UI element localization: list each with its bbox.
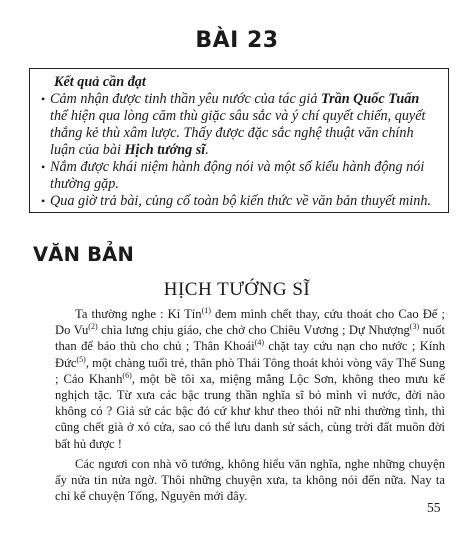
- footnote-marker: (6): [122, 370, 132, 380]
- outcome-text: thể hiện qua lòng căm thù giặc sâu sắc và ý chí quyết chiến, quyết thắng kẻ thù xâm lược. Thấy được đặc sắc nghệ thuật văn chính luận của bài: [50, 108, 426, 158]
- footnote-marker: (1): [201, 306, 211, 315]
- outcome-text: Qua giờ trả bài, củng cố toàn bộ kiến thức về văn bản thuyết minh.: [50, 193, 431, 209]
- work-title: Hịch tướng sĩ: [124, 142, 206, 158]
- text-run: chìa lưng chịu giáo, che chở cho Chiêu Vương ; Dự Nhượng: [97, 323, 410, 338]
- text-run: đem mình chết thay, cứu thoát cho Cao Đế ; Do Vu: [55, 307, 445, 338]
- text-run: nuốt than để báo thù cho chủ ; Thân Khoái: [55, 323, 445, 354]
- outcome-item: [40, 91, 438, 159]
- footnote-marker: (5): [76, 354, 86, 364]
- learning-outcomes-box: [29, 68, 449, 213]
- text-run: Ta thường nghe : Kỉ Tín: [75, 307, 202, 321]
- footnote-marker: (3): [409, 322, 420, 332]
- text-run: chặt tay cứu nạn cho nước ; Kính Đức: [55, 339, 445, 370]
- footnote-marker: (4): [254, 338, 264, 348]
- outcome-text: .: [205, 142, 209, 158]
- bullet-icon: •: [41, 92, 46, 106]
- outcome-text: Cảm nhận được tinh thần yêu nước của tác giả: [50, 91, 321, 107]
- outcome-item: [40, 193, 438, 210]
- footnote-marker: (2): [88, 322, 98, 332]
- text-title: HỊCH TƯỚNG SĨ: [163, 279, 311, 300]
- bullet-icon: •: [41, 194, 46, 208]
- bullet-icon: •: [41, 160, 46, 174]
- outcomes-heading: Kết quả cần đạt: [54, 74, 146, 90]
- text-run: , một bề tôi xa, miệng mắng Lộc Sơn, không theo mưu kế nghịch tặc. Từ xưa các bậc trung thần nghĩa sĩ bỏ mình vì nước, đời nào không có ? Giả sử các bậc đó cứ khư khư theo thói nữ nhi thường tình, thì cũng chết già ở xó cửa, sao có thể lưu danh sử sách, cùng trời đất muôn đời bất hủ được !: [55, 371, 445, 451]
- outcome-text: Nắm được khái niệm hành động nói và một số kiểu hành động nói thường gặp.: [50, 159, 425, 192]
- lesson-title: BÀI 23: [195, 28, 279, 53]
- text-run: , một chàng tuổi trẻ, thân phò Thái Tông thoát khỏi vòng vây Thế Sung ; Cảo Khanh: [55, 355, 445, 386]
- paragraph: Các ngươi con nhà võ tướng, không hiểu văn nghĩa, nghe những chuyện ấy nửa tin nửa ngờ. Thôi những chuyện xưa, ta không nói đến nữa. Nay ta chỉ kể chuyện Tống, Nguyên mới đây.: [55, 456, 445, 504]
- section-heading: VĂN BẢN: [33, 243, 134, 266]
- outcome-item: [40, 159, 438, 193]
- paragraph: [55, 306, 445, 452]
- author-name: Trần Quốc Tuấn: [320, 91, 420, 107]
- page-number: 55: [427, 500, 441, 515]
- body-text: [55, 306, 445, 504]
